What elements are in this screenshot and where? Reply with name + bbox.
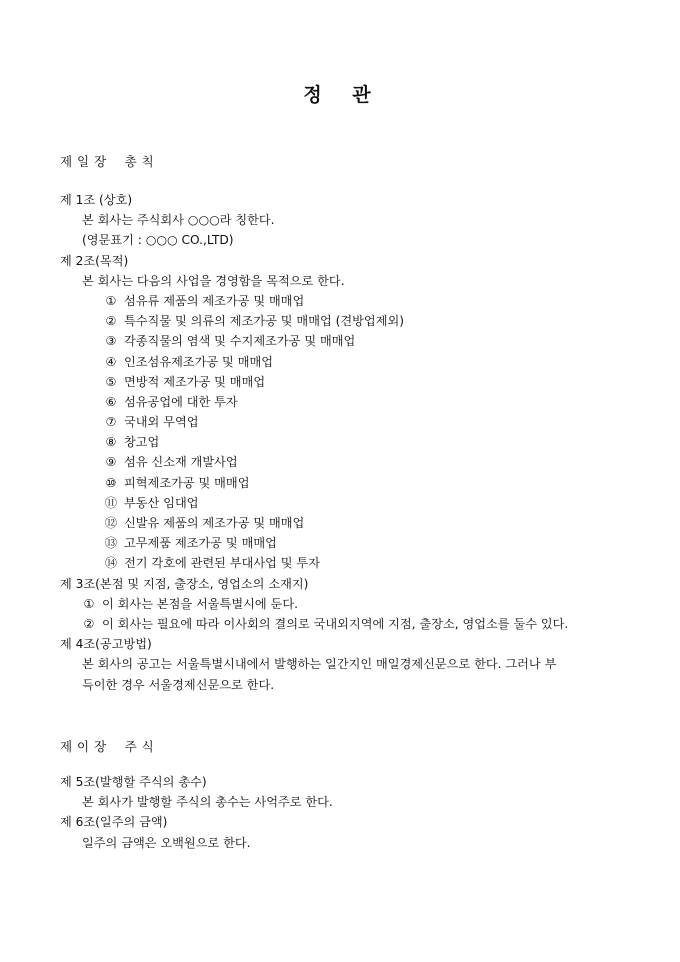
item-text: 면방적 제조가공 및 매매업 (124, 374, 266, 389)
chapter-heading-1: 제 일 장 총 칙 (60, 154, 155, 169)
item-number: ⑬ (104, 536, 118, 551)
clause-number: ② (83, 616, 95, 631)
clause-text: 이 회사는 필요에 따라 이사회의 결의로 국내외지역에 지점, 출장소, 영업소를 둘수 있다. (102, 616, 569, 631)
article-1-heading: 제 1조 (상호) (60, 193, 133, 207)
list-item (60, 493, 620, 513)
item-text: 섬유 신소재 개발사업 (124, 455, 238, 470)
list-item (60, 311, 620, 331)
article-1-line-1: 본 회사는 주식회사 ○○○라 칭한다. (82, 213, 275, 228)
list-item (60, 291, 620, 311)
list-item (60, 513, 620, 533)
item-text: 특수직물 및 의류의 제조가공 및 매매업 (견방업제외) (124, 314, 404, 329)
article-6-heading: 제 6조(일주의 금액) (60, 815, 168, 830)
chapter-heading-2: 제 이 장 주 식 (60, 739, 155, 754)
item-number: ⑦ (105, 415, 117, 430)
list-item (60, 392, 620, 412)
clause-item (60, 614, 620, 634)
item-text: 고무제품 제조가공 및 매매업 (124, 536, 277, 551)
article-2-line-1: 본 회사는 다음의 사업을 경영함을 목적으로 한다. (82, 273, 345, 288)
article-2-heading: 제 2조(목적) (60, 253, 129, 268)
chapter-2-body (60, 772, 620, 853)
clause-text: 이 회사는 본점을 서울특별시에 둔다. (102, 596, 298, 611)
item-text: 각종직물의 염색 및 수지제조가공 및 매매업 (124, 334, 356, 349)
item-number: ③ (105, 334, 117, 349)
item-number: ① (105, 293, 117, 308)
item-text: 피혁제조가공 및 매매업 (124, 475, 250, 490)
article-5-heading: 제 5조(발행할 주식의 총수) (60, 775, 207, 789)
list-item (60, 352, 620, 372)
article-4-paragraph-line-2: 득이한 경우 서울경제신문으로 한다. (82, 677, 275, 692)
item-text: 국내외 무역업 (124, 415, 199, 430)
list-item (60, 553, 620, 573)
item-text: 부동산 임대업 (124, 495, 199, 510)
document-title: 정 관 (303, 84, 383, 106)
item-number: ④ (105, 354, 117, 369)
chapter-1-body (60, 190, 620, 695)
item-text: 신발유 제품의 제조가공 및 매매업 (124, 516, 305, 530)
item-text: 전기 각호에 관련된 부대사업 및 투자 (124, 556, 320, 571)
article-3-heading: 제 3조(본점 및 지점, 출장소, 영업소의 소재지) (60, 576, 309, 591)
article-5-line-1: 본 회사가 발행할 주식의 총수는 사억주로 한다. (82, 795, 333, 810)
list-item (60, 372, 620, 392)
item-number: ⑨ (105, 455, 117, 470)
article-4-paragraph-line-1: 본 회사의 공고는 서울특별시내에서 발행하는 일간지인 매일경제신문으로 한다. 그러나 부 (82, 657, 557, 672)
item-number: ⑧ (105, 435, 117, 450)
item-number: ⑥ (105, 394, 117, 409)
item-text: 인조섬유제조가공 및 매매업 (124, 354, 274, 369)
item-text: 창고업 (124, 435, 160, 450)
list-item (60, 331, 620, 351)
clause-number: ① (83, 596, 95, 611)
article-1-line-2: (영문표기 : ○○○ CO.,LTD) (82, 233, 234, 248)
article-6-line-1: 일주의 금액은 오백원으로 한다. (82, 835, 251, 850)
list-item (60, 412, 620, 432)
list-item (60, 432, 620, 452)
item-number: ⑤ (105, 374, 117, 389)
item-text: 섬유류 제품의 제조가공 및 매매업 (124, 293, 305, 308)
article-4-heading: 제 4조(공고방법) (60, 637, 152, 652)
list-item (60, 452, 620, 472)
clause-item (60, 594, 620, 614)
item-number: ⑭ (104, 556, 118, 571)
item-number: ⑪ (104, 495, 118, 510)
list-item (60, 533, 620, 553)
item-number: ⑫ (104, 516, 118, 530)
item-number: ⑩ (105, 475, 117, 490)
item-text: 섬유공업에 대한 투자 (124, 394, 238, 409)
item-number: ② (105, 314, 117, 329)
list-item (60, 473, 620, 493)
